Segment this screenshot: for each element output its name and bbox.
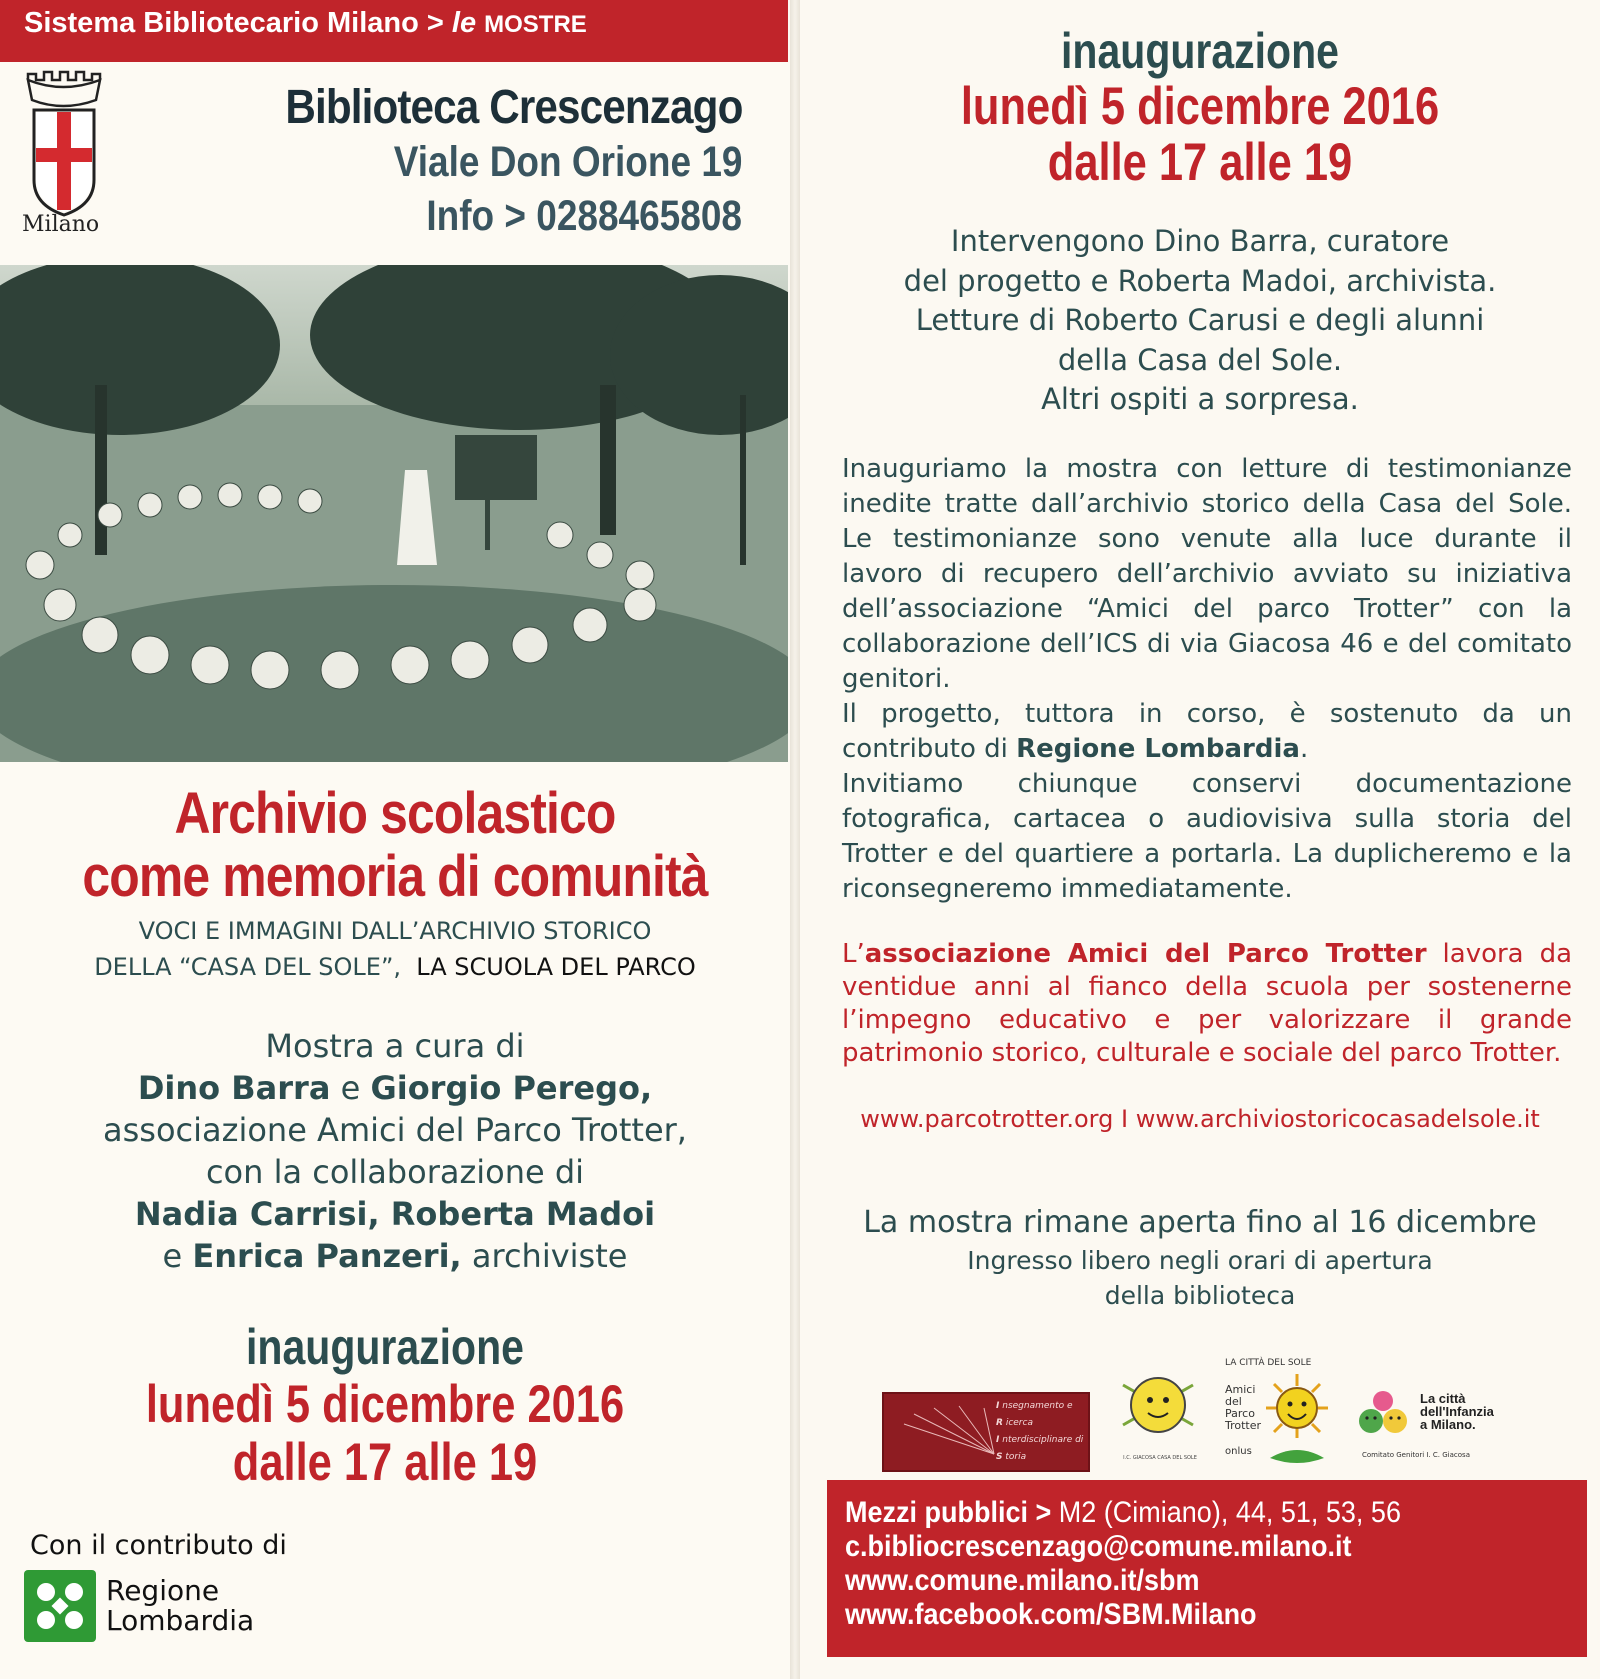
left-panel	[0, 0, 790, 1679]
iris-letter: I	[996, 1401, 1000, 1411]
sun-mascot-icon	[1108, 1355, 1208, 1455]
subtitle-scuola-del-parco: LA SCUOLA DEL PARCO	[416, 953, 696, 981]
historic-photo	[0, 265, 788, 762]
library-address: Viale Don Orione 19	[393, 138, 742, 186]
description-body	[842, 452, 1572, 907]
facebook-link[interactable]: www.facebook.com/SBM.Milano	[845, 1598, 1257, 1631]
infanzia-faces-icon	[1355, 1385, 1419, 1441]
inauguration-date-left: lunedì 5 dicembre 2016	[145, 1375, 625, 1434]
casa-del-sole-logo	[1108, 1355, 1208, 1465]
assoc-text: lavora da ventidue anni al fianco della scuola per sostenerne l’impegno educativo e per valorizzare il grande patrimonio storico, culturale e sociale del parco Trotter.	[842, 939, 1573, 1068]
credits-line4: con la collaborazione di	[205, 1153, 585, 1191]
websites-link[interactable]: www.parcotrotter.org I www.archiviostoricocasadelsole.it	[860, 1105, 1540, 1133]
speakers-intro	[800, 222, 1600, 420]
inauguration-label-right: inaugurazione	[1061, 23, 1339, 79]
iris-word: nsegnamento e	[1002, 1401, 1073, 1411]
infanzia-line: dell'Infanzia	[1420, 1404, 1494, 1419]
inauguration-time-right: dalle 17 alle 19	[1047, 133, 1353, 192]
sponsor-name-line1: Regione	[106, 1574, 220, 1607]
credit-e: e	[162, 1237, 183, 1275]
sponsor-name-line2: Lombardia	[106, 1604, 255, 1637]
opening-info	[800, 1203, 1600, 1313]
exhibition-credits	[0, 1025, 790, 1277]
exhibition-subtitle-line1: VOCI E IMMAGINI DALL’ARCHIVIO STORICO	[138, 917, 652, 945]
library-name: Biblioteca Crescenzago	[284, 81, 742, 134]
amici-parco-trotter-text	[1225, 1384, 1261, 1432]
intro-line: della Casa del Sole.	[1057, 342, 1343, 377]
email-line[interactable]	[845, 1530, 1401, 1564]
p2-text: Il progetto, tuttora in corso, è sostenuto da un contributo di	[842, 699, 1572, 764]
iris-word: toria	[1005, 1452, 1027, 1462]
site-line[interactable]	[845, 1564, 1401, 1598]
credit-carrisi-madoi: Nadia Carrisi, Roberta Madoi	[134, 1195, 656, 1233]
exhibition-subtitle-line2	[0, 953, 790, 981]
assoc-prefix: L’	[842, 939, 865, 969]
description-paragraph-2	[842, 697, 1572, 767]
contacts-lines	[845, 1496, 1401, 1632]
exhibition-title-line1: Archivio scolastico	[174, 781, 616, 846]
onlus-label: onlus	[1225, 1446, 1252, 1457]
credit-panzeri: Enrica Panzeri,	[192, 1237, 462, 1275]
infanzia-line: La città	[1420, 1391, 1466, 1406]
intro-line: Altri ospiti a sorpresa.	[1041, 382, 1359, 416]
fold-line	[790, 0, 800, 1679]
header-le: le	[451, 7, 477, 39]
contacts-box	[827, 1480, 1587, 1657]
credits-line5	[0, 1193, 790, 1235]
crest-label: Milano	[22, 212, 100, 237]
opening-line3: della biblioteca	[1104, 1281, 1296, 1310]
smiling-sun-icon	[1262, 1372, 1332, 1468]
library-phone: Info > 0288465808	[426, 192, 742, 240]
iris-word: nterdisciplinare di	[1002, 1435, 1084, 1445]
infanzia-line: a Milano.	[1420, 1417, 1476, 1432]
inauguration-time-left: dalle 17 alle 19	[232, 1433, 538, 1492]
facebook-line[interactable]	[845, 1598, 1401, 1632]
transport-line	[845, 1496, 1401, 1530]
iris-word: icerca	[1005, 1418, 1033, 1428]
casa-caption: I.C. GIACOSA CASA DEL SOLE	[1123, 1455, 1197, 1461]
description-paragraph-3: Invitiamo chiunque conservi documentazione fotografica, cartacea o audiovisiva sulla storia del Trotter e del quartiere a portarla. La duplicheremo e la riconsegneremo immediatamente.	[842, 769, 1572, 904]
opening-line2: Ingresso libero negli orari di apertura	[967, 1246, 1433, 1275]
sponsor-name	[106, 1576, 254, 1636]
assoc-name: associazione Amici del Parco Trotter	[864, 939, 1427, 969]
credit-dino-barra: Dino Barra	[137, 1069, 331, 1107]
email-link[interactable]: c.bibliocrescenzago@comune.milano.it	[845, 1530, 1352, 1563]
amici-word: del	[1225, 1395, 1242, 1408]
credit-and: e	[340, 1069, 361, 1107]
inauguration-label-left: inaugurazione	[246, 1319, 524, 1375]
sponsor-intro: Con il contributo di	[30, 1530, 287, 1561]
association-paragraph	[842, 938, 1572, 1070]
subtitle-casa-del-sole: DELLA “CASA DEL SOLE”,	[94, 953, 402, 981]
iris-logo	[882, 1392, 1090, 1472]
credit-archiviste: archiviste	[471, 1237, 628, 1275]
iris-letter: S	[996, 1452, 1003, 1462]
intro-line: Letture di Roberto Carusi e degli alunni	[915, 303, 1485, 337]
amici-word: Trotter	[1225, 1419, 1262, 1432]
credits-line6	[0, 1235, 790, 1277]
system-name: Sistema Bibliotecario Milano	[24, 7, 419, 39]
iris-letter: R	[996, 1418, 1003, 1428]
comitato-label: Comitato Genitori I. C. Giacosa	[1362, 1451, 1470, 1459]
amici-word: Parco	[1225, 1407, 1255, 1420]
citta-del-sole-label: LA CITTÀ DEL SOLE	[1225, 1358, 1312, 1368]
regione-lombardia-logo-icon	[24, 1570, 96, 1642]
exhibition-title-line2: come memoria di comunità	[82, 844, 708, 909]
iris-letter: I	[996, 1435, 1000, 1445]
site-link[interactable]: www.comune.milano.it/sbm	[845, 1564, 1200, 1597]
transport-label: Mezzi pubblici >	[845, 1496, 1052, 1529]
inauguration-date-right: lunedì 5 dicembre 2016	[960, 77, 1440, 136]
credits-line3: associazione Amici del Parco Trotter,	[103, 1111, 687, 1149]
intro-line: Intervengono Dino Barra, curatore	[950, 224, 1450, 258]
infanzia-title	[1420, 1392, 1494, 1431]
p2-period: .	[1299, 734, 1309, 764]
amici-word: Amici	[1225, 1383, 1256, 1396]
credits-line2	[0, 1067, 790, 1109]
description-paragraph-1: Inauguriamo la mostra con letture di testimonianze inedite tratte dall’archivio storico della Casa del Sole. Le testimonianze sono venute alla luce durante il lavoro di recupero dell’archivio avviato su iniziativa dell’associazione “Amici del parco Trotter” con la collaborazione dell’ICS di via Giacosa 46 e del comitato genitori.	[842, 454, 1572, 694]
header-bar	[0, 0, 788, 62]
opening-line1: La mostra rimane aperta fino al 16 dicembre	[863, 1205, 1537, 1240]
intro-line: del progetto e Roberta Madoi, archivista.	[903, 263, 1497, 298]
header-mostre: MOSTRE	[484, 11, 587, 38]
credits-line1: Mostra a cura di	[265, 1027, 525, 1065]
transport-lines: M2 (Cimiano), 44, 51, 53, 56	[1058, 1496, 1401, 1529]
p2-regione: Regione Lombardia	[1016, 734, 1300, 764]
credit-giorgio-perego: Giorgio Perego,	[370, 1069, 653, 1107]
header-arrow: >	[426, 7, 444, 39]
